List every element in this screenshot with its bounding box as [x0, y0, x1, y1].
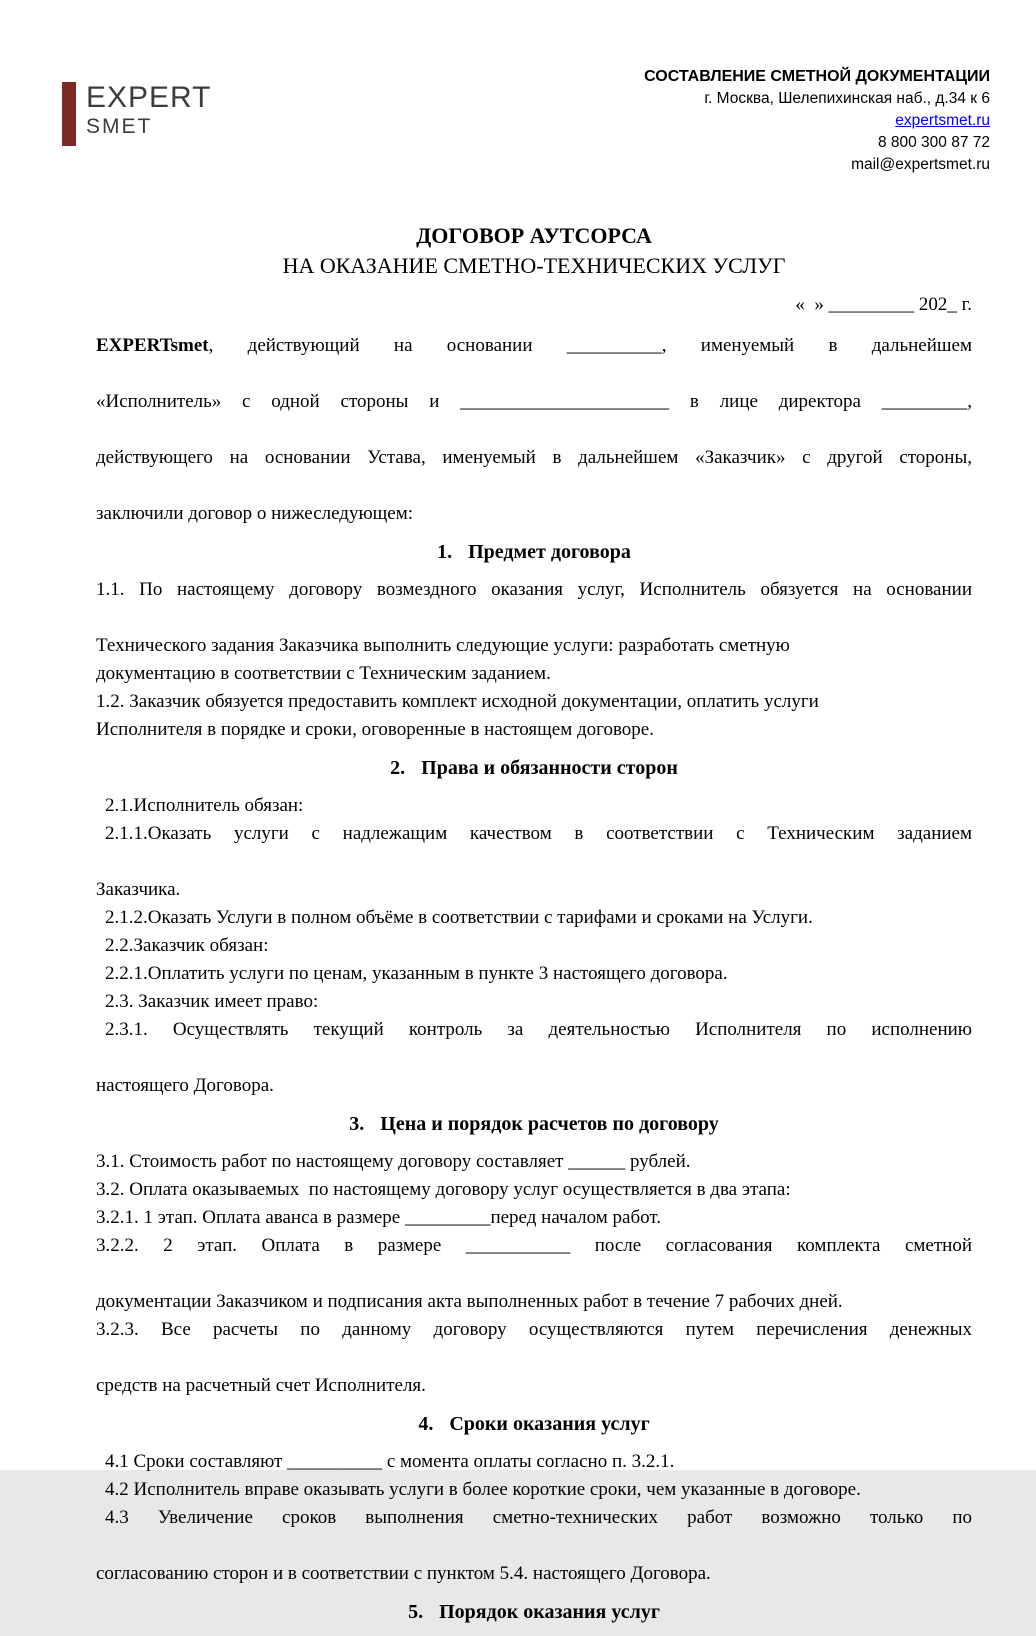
contract-text-line: 3.2.2. 2 этап. Оплата в размере ___________ после согласования комплекта сметной: [96, 1235, 972, 1256]
section-number: 2.: [390, 757, 406, 779]
document-title: ДОГОВОР АУТСОРСА: [416, 223, 652, 248]
contract-text-line: действующего на основании Устава, именуемый в дальнейшем «Заказчик» с другой стороны,: [96, 447, 972, 468]
contract-text-line: 4.1 Сроки составляют __________ с момента оплаты согласно п. 3.2.1.: [105, 1451, 675, 1472]
section-title: Порядок оказания услуг: [439, 1601, 660, 1623]
section-number: 4.: [418, 1413, 434, 1435]
contract-text-line: 2.3. Заказчик имеет право:: [105, 991, 319, 1012]
contract-text-line: 3.2. Оплата оказываемых по настоящему договору услуг осуществляется в два этапа:: [96, 1179, 791, 1200]
section-title: Сроки оказания услуг: [449, 1413, 650, 1435]
logo: [62, 82, 212, 146]
contract-text-line: 1.1. По настоящему договору возмездного оказания услуг, Исполнитель обязуется на основании: [96, 579, 972, 600]
contract-text-line: 4.3 Увеличение сроков выполнения сметно-технических работ возможно только по: [105, 1507, 972, 1528]
header-phone: 8 800 300 87 72: [877, 134, 990, 151]
contract-text-line: заключили договор о нижеследующем:: [96, 503, 414, 524]
logo-bar-icon: [62, 82, 76, 146]
section-heading: [96, 754, 972, 782]
contract-text-line: Технического задания Заказчика выполнить следующие услуги: разработать сметную: [96, 635, 790, 656]
header-email: mail@expertsmet.ru: [851, 156, 990, 173]
preamble: [96, 332, 972, 528]
document-title-block: [96, 221, 972, 281]
header-tagline: СОСТАВЛЕНИЕ СМЕТНОЙ ДОКУМЕНТАЦИИ: [644, 68, 990, 85]
section-number: 1.: [437, 541, 453, 563]
contract-text-line: настоящего Договора.: [96, 1075, 274, 1096]
contract-text-line: Заказчика.: [96, 879, 181, 900]
section-heading: [96, 1598, 972, 1626]
logo-brand-name: EXPERT: [86, 81, 212, 114]
contract-text-line: 4.2 Исполнитель вправе оказывать услуги в более короткие сроки, чем указанные в договоре.: [105, 1479, 861, 1500]
logo-brand-sub: SMET: [86, 115, 153, 138]
contract-body: [96, 215, 972, 1636]
section-heading: [96, 538, 972, 566]
section-title: Права и обязанности сторон: [421, 757, 678, 779]
contract-text-line: 3.2.1. 1 этап. Оплата аванса в размере _________перед началом работ.: [96, 1207, 662, 1228]
section-heading: [96, 1110, 972, 1138]
date-line: « » _________ 202_ г.: [795, 294, 972, 315]
contract-text-line: Исполнителя в порядке и сроки, оговоренные в настоящем договоре.: [96, 719, 654, 740]
section-title: Предмет договора: [468, 541, 631, 563]
section-heading: [96, 1410, 972, 1438]
contract-text-line: 2.2.1.Оплатить услуги по ценам, указанным в пункте 3 настоящего договора.: [105, 963, 728, 984]
contract-text-line: 2.1.2.Оказать Услуги в полном объёме в соответствии с тарифами и сроками на Услуги.: [105, 907, 813, 928]
website-link[interactable]: expertsmet.ru: [895, 112, 990, 129]
contract-text-line: документации Заказчиком и подписания акта выполненных работ в течение 7 рабочих дней.: [96, 1291, 843, 1312]
contract-text-line: 1.2. Заказчик обязуется предоставить комплект исходной документации, оплатить услуги: [96, 691, 819, 712]
contract-text-line: 2.2.Заказчик обязан:: [105, 935, 269, 956]
contract-text-line: EXPERTsmet, действующий на основании __________, именуемый в дальнейшем: [96, 335, 972, 356]
contract-text-line: 2.1.1.Оказать услуги с надлежащим качеством в соответствии с Техническим заданием: [105, 823, 972, 844]
contract-text-line: 3.2.3. Все расчеты по данному договору осуществляются путем перечисления денежных: [96, 1319, 972, 1340]
contract-text-line: 2.1.Исполнитель обязан:: [105, 795, 304, 816]
contract-text-line: «Исполнитель» с одной стороны и ______________________ в лице директора _________,: [96, 391, 972, 412]
contract-text-line: 3.1. Стоимость работ по настоящему договору составляет ______ рублей.: [96, 1151, 691, 1172]
header-contact-block: [644, 66, 990, 176]
section-number: 5.: [408, 1601, 424, 1623]
section-title: Цена и порядок расчетов по договору: [380, 1113, 719, 1135]
section-number: 3.: [349, 1113, 365, 1135]
contract-text-line: документацию в соответствии с Техническим заданием.: [96, 663, 551, 684]
contract-text-line: согласованию сторон и в соответствии с пунктом 5.4. настоящего Договора.: [96, 1563, 711, 1584]
contract-text-line: 2.3.1. Осуществлять текущий контроль за деятельностью Исполнителя по исполнению: [105, 1019, 972, 1040]
contract-text-line: средств на расчетный счет Исполнителя.: [96, 1375, 426, 1396]
contract-sections: [96, 538, 972, 1626]
document-header: [62, 66, 990, 176]
document-subtitle: НА ОКАЗАНИЕ СМЕТНО-ТЕХНИЧЕСКИХ УСЛУГ: [282, 253, 786, 278]
header-address: г. Москва, Шелепихинская наб., д.34 к 6: [704, 90, 990, 107]
logo-text: [86, 82, 212, 140]
